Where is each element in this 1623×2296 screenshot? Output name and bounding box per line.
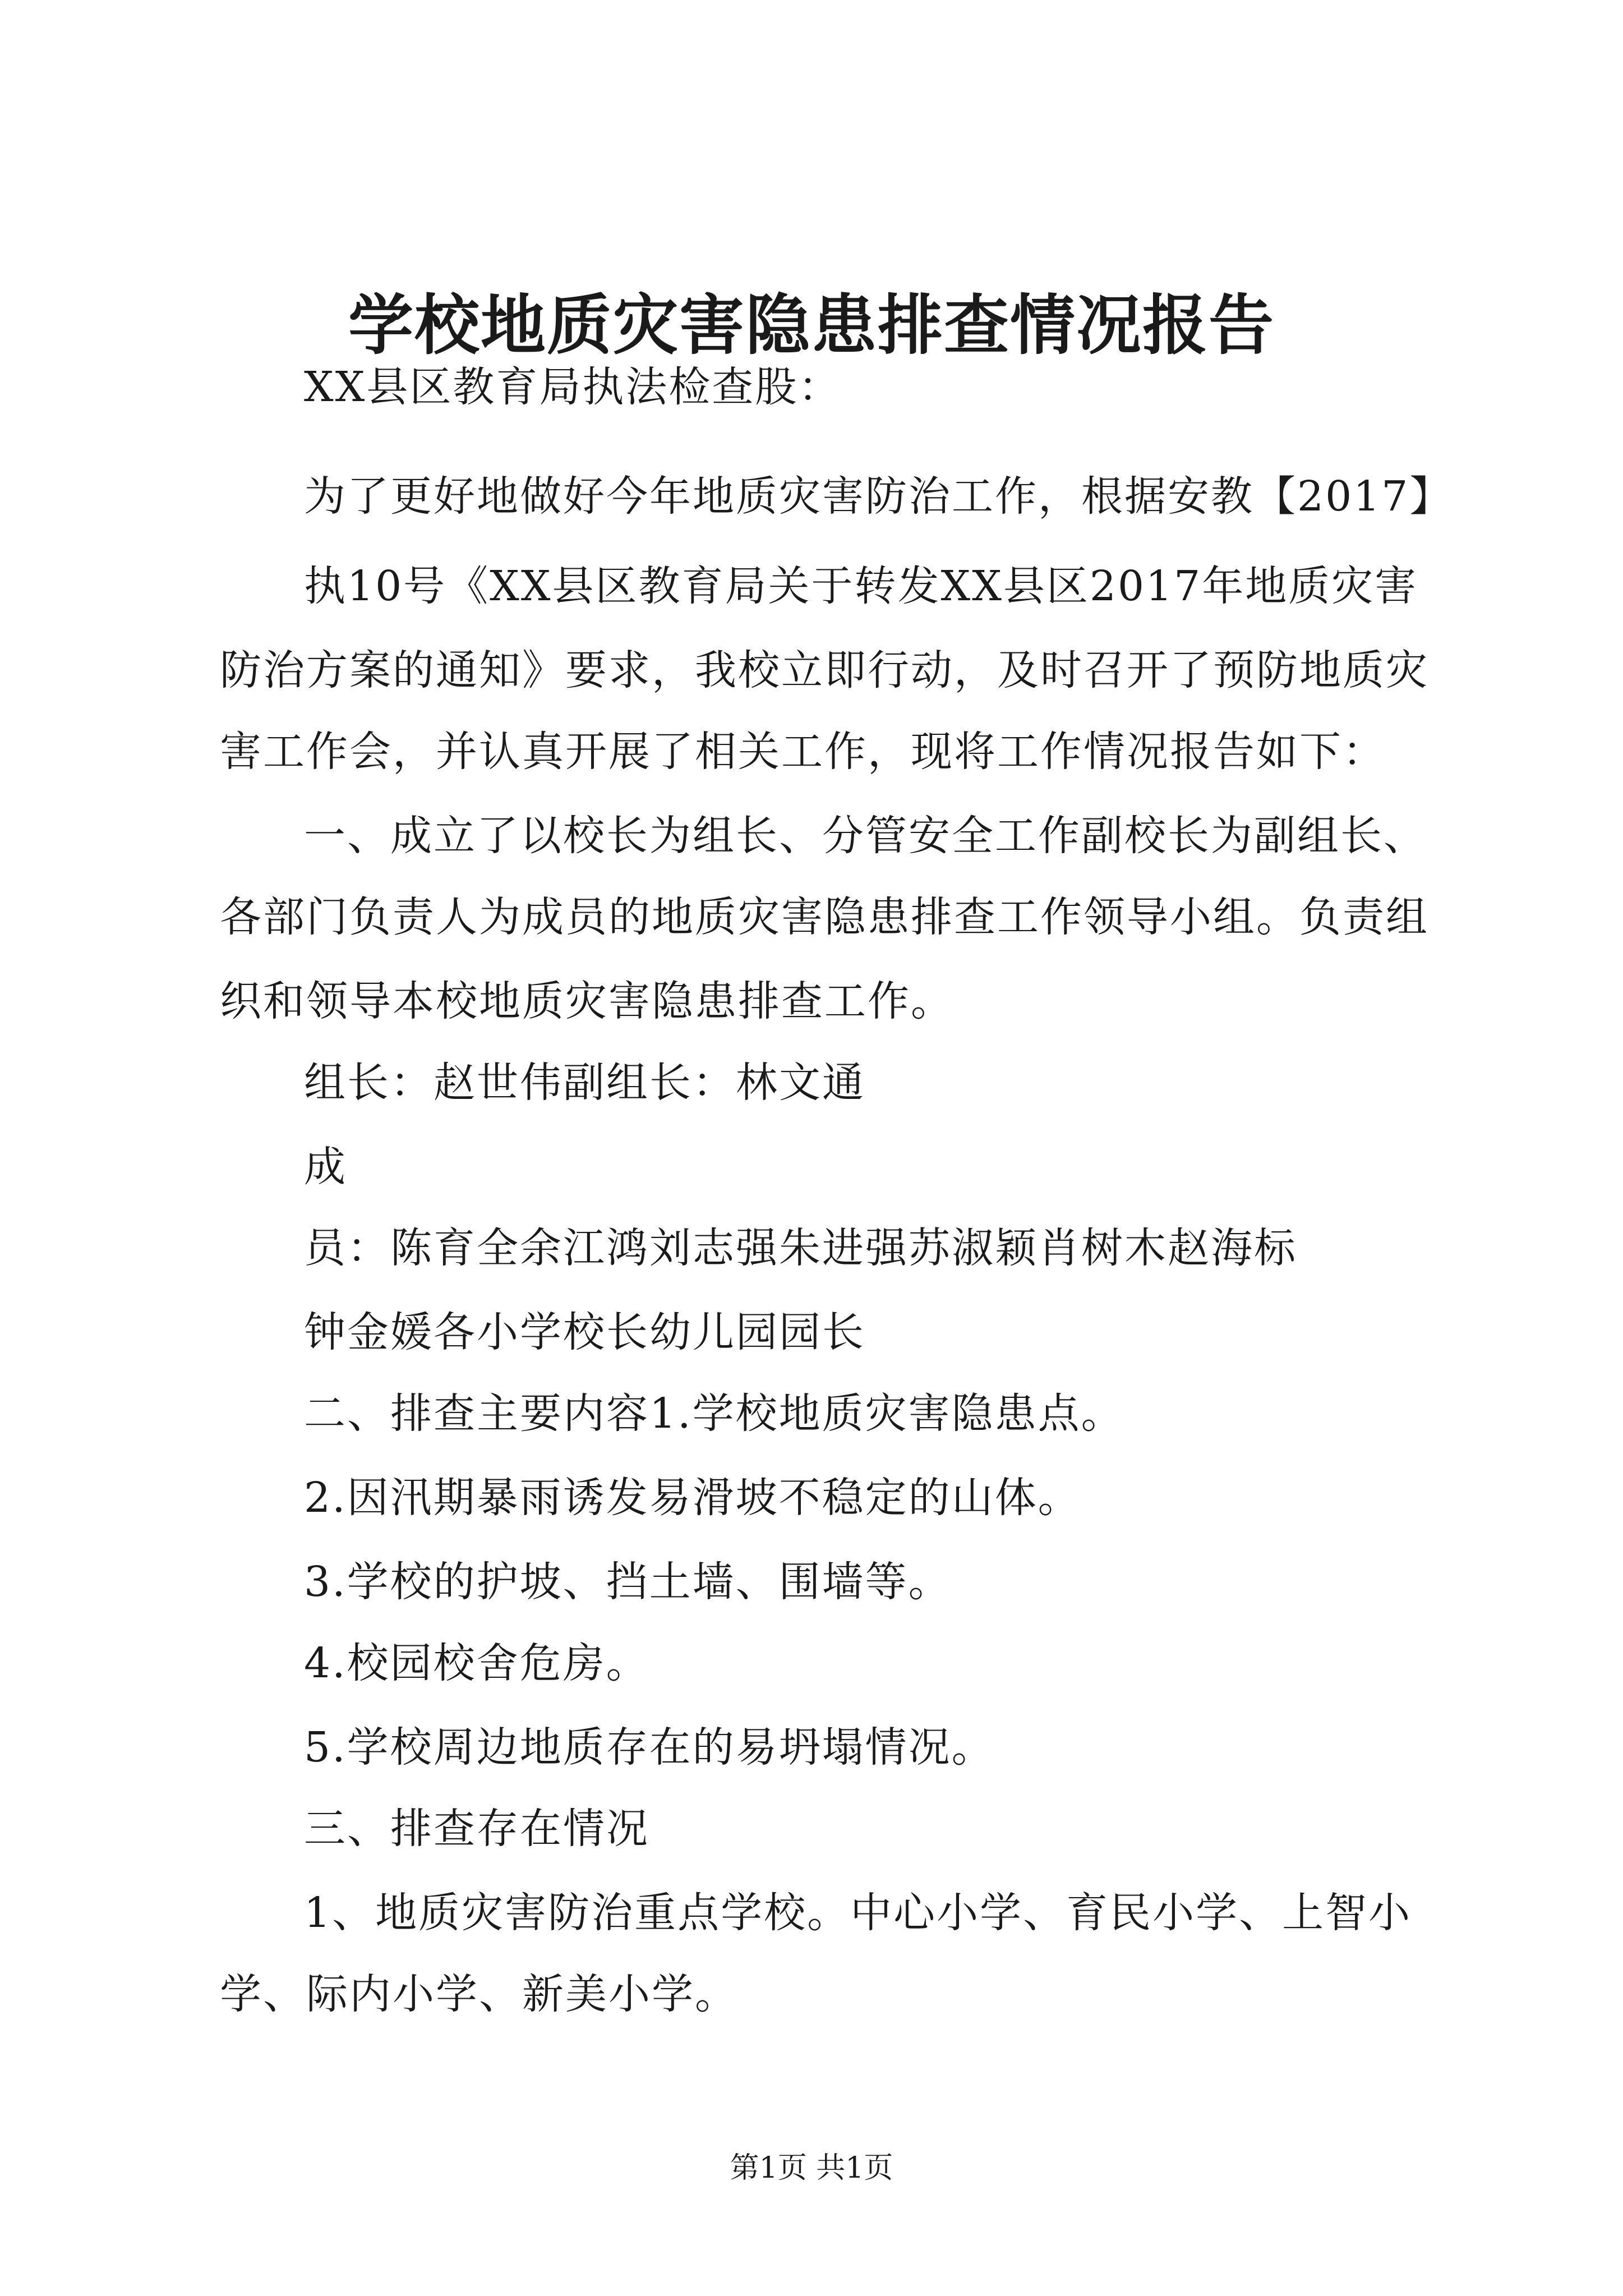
page-number-footer: 第1页 共1页: [730, 2151, 893, 2185]
list-item: 3.学校的护坡、挡土墙、围墙等。: [304, 1558, 952, 1606]
body-line: 害工作会，并认真开展了相关工作，现将工作情况报告如下：: [220, 728, 1386, 776]
body-line: 防治方案的通知》要求，我校立即行动，及时召开了预防地质灾: [220, 646, 1429, 694]
body-line: 织和领导本校地质灾害隐患排查工作。: [220, 977, 954, 1025]
body-line: 各部门负责人为成员的地质灾害隐患排查工作领导小组。负责组: [220, 893, 1429, 941]
body-line: 为了更好地做好今年地质灾害防治工作，根据安教【2017】: [304, 472, 1453, 521]
addressee-line: XX县区教育局执法检查股：: [304, 363, 842, 411]
list-item: 4.校园校舍危房。: [304, 1639, 649, 1687]
section-two-line: 二、排查主要内容1.学校地质灾害隐患点。: [304, 1389, 1124, 1438]
list-item: 5.学校周边地质存在的易坍塌情况。: [304, 1723, 995, 1772]
leader-line: 组长：赵世伟副组长：林文通: [304, 1059, 865, 1107]
body-line: 学、际内小学、新美小学。: [220, 1970, 738, 2018]
section-three-line: 三、排查存在情况: [304, 1805, 649, 1853]
members-line: 员：陈育全余江鸿刘志强朱进强苏淑颖肖树木赵海标: [304, 1224, 1297, 1272]
section-one-line: 一、成立了以校长为组长、分管安全工作副校长为副组长、: [304, 812, 1427, 860]
body-line: 1、地质灾害防治重点学校。中心小学、育民小学、上智小: [304, 1889, 1412, 1937]
members-line: 钟金媛各小学校长幼儿园园长: [304, 1308, 865, 1356]
document-title: 学校地质灾害隐患排查情况报告: [348, 287, 1275, 364]
list-item: 2.因汛期暴雨诱发易滑坡不稳定的山体。: [304, 1474, 1081, 1522]
members-label-line: 成: [304, 1143, 347, 1191]
body-line: 执10号《XX县区教育局关于转发XX县区2017年地质灾害: [304, 562, 1418, 610]
